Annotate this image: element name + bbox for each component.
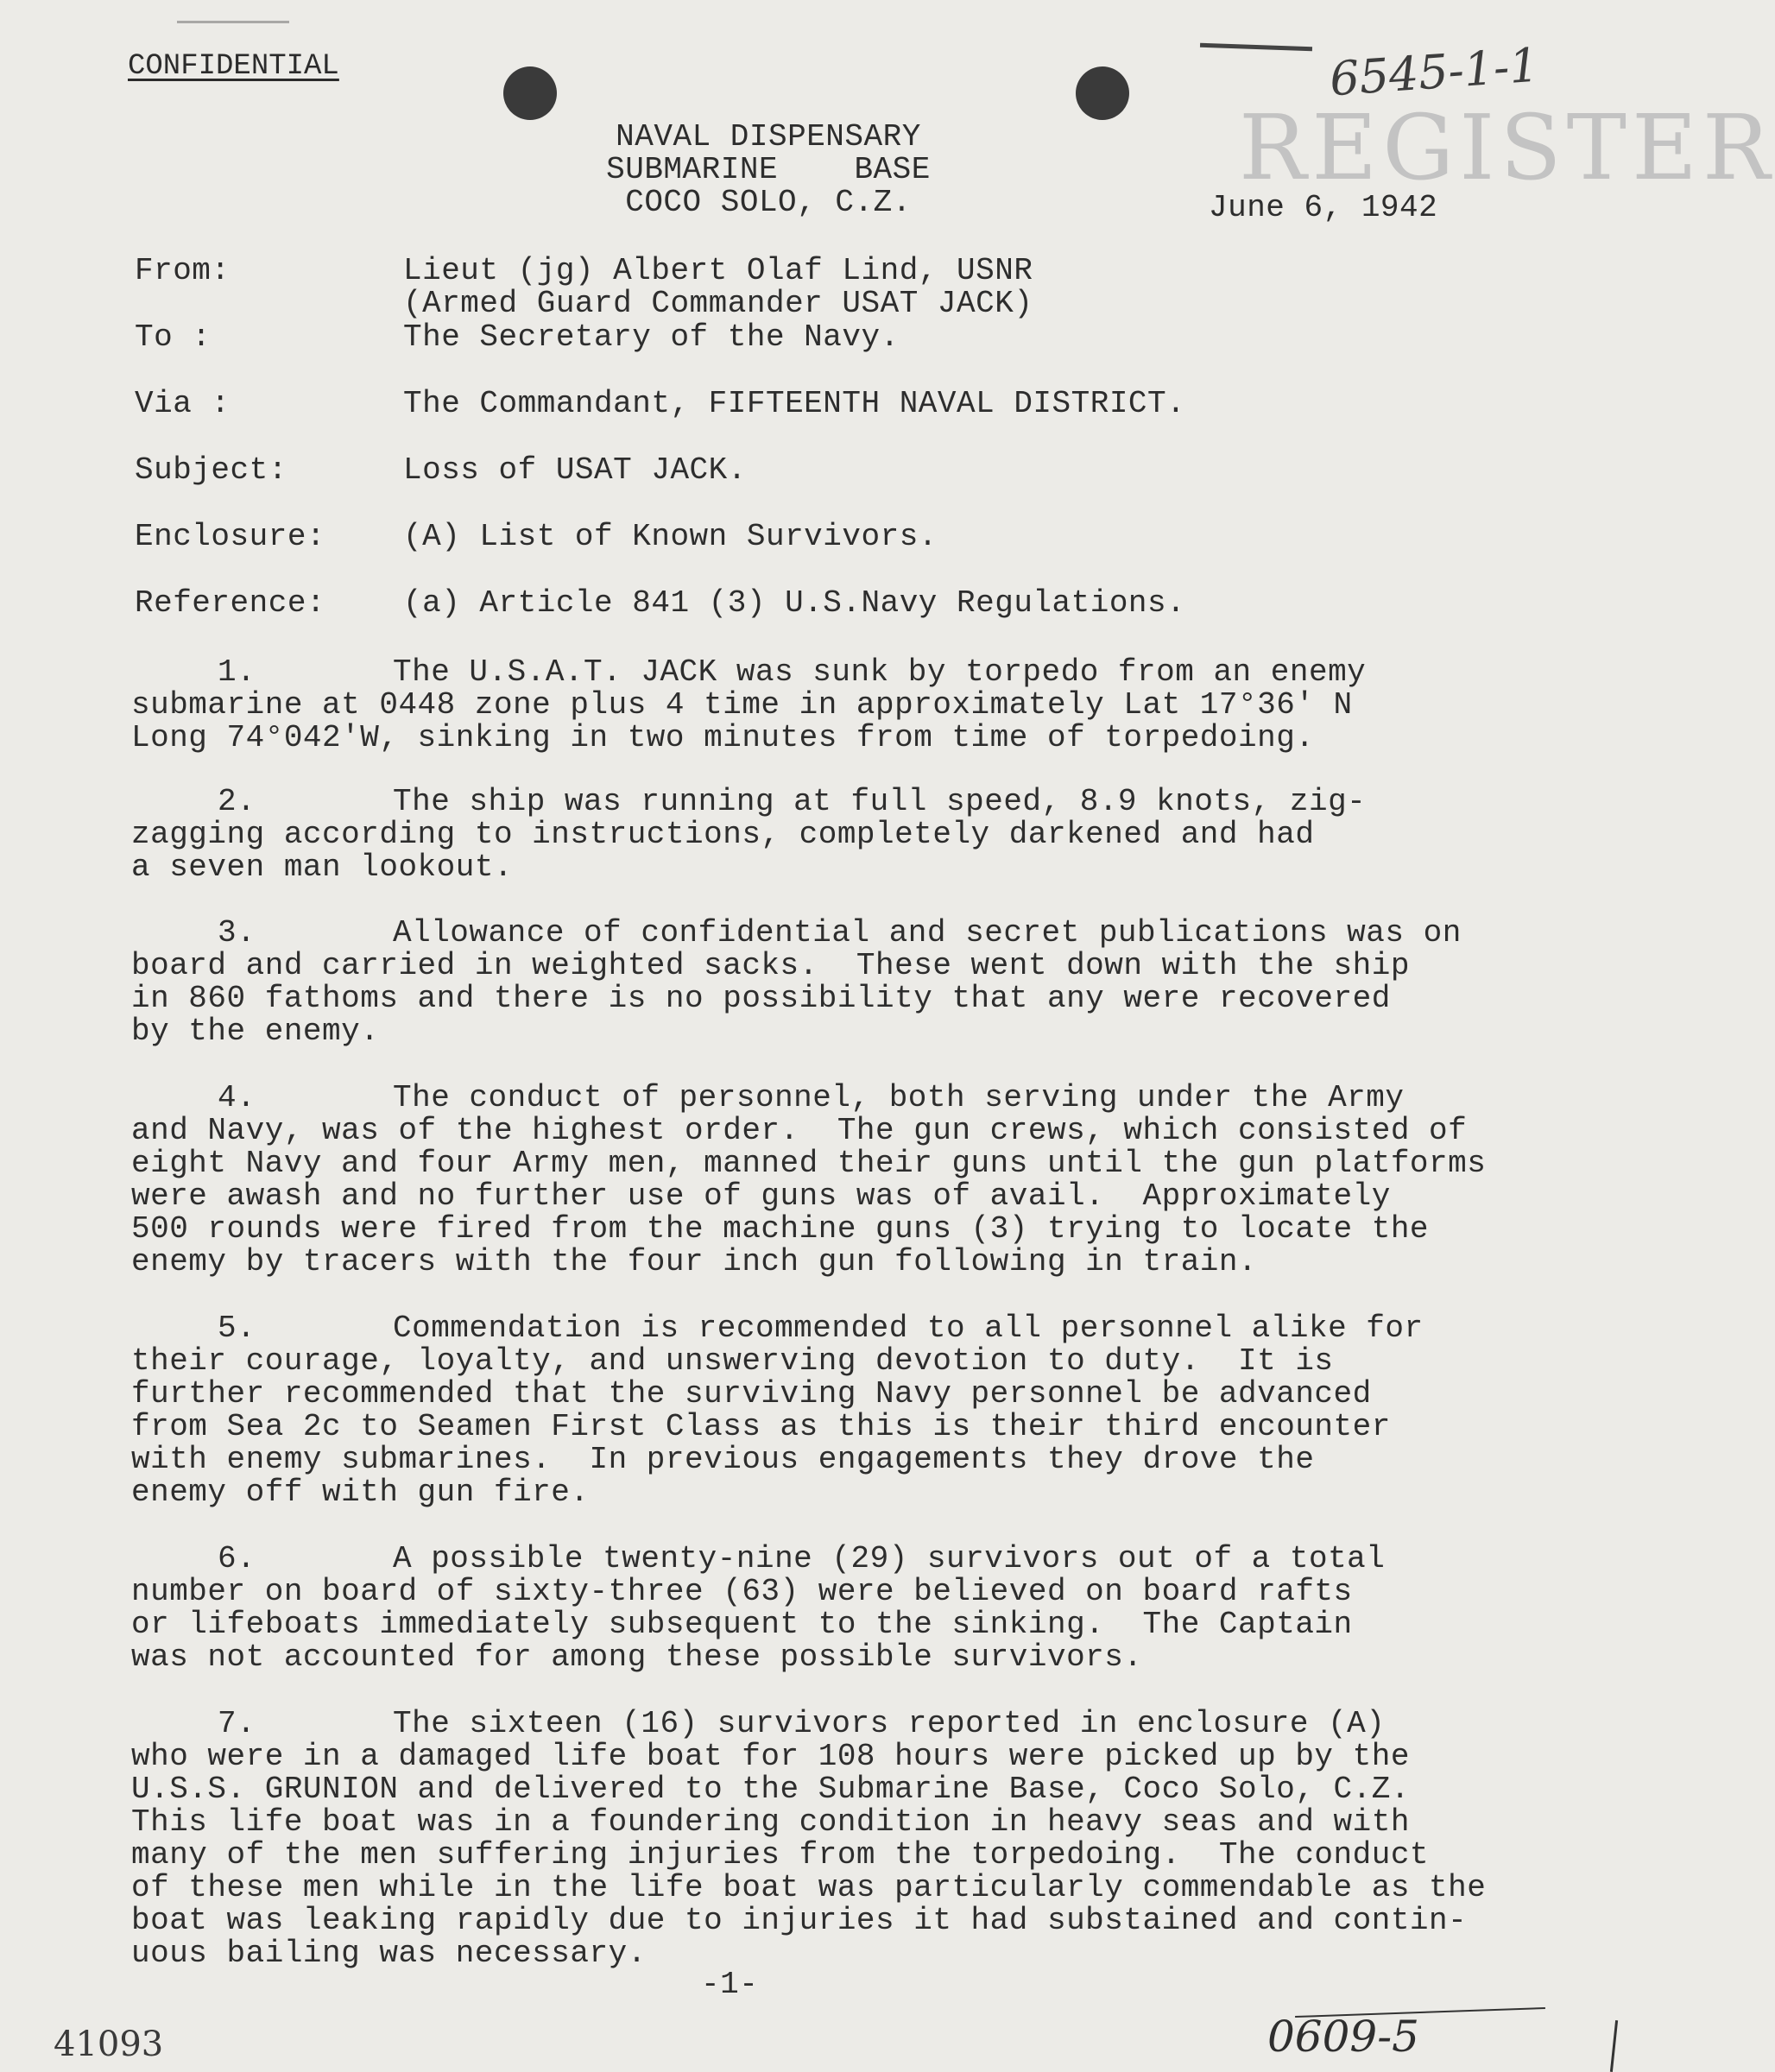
paragraph-line: Long 74°042'W, sinking in two minutes from time of torpedoing. <box>131 720 1315 755</box>
paragraph-line: enemy off with gun fire. <box>131 1475 590 1510</box>
paragraph-line <box>131 1543 1616 1576</box>
letterhead-line-3: COCO SOLO, C.Z. <box>625 185 912 220</box>
paragraph-line: with enemy submarines. In previous engagements they drove the <box>131 1442 1315 1477</box>
footer-pen-mark <box>1610 2020 1618 2072</box>
paragraph-line: submarine at 0448 zone plus 4 time in approximately Lat 17°36' N <box>131 687 1353 723</box>
header-value: (A) List of Known Survivors. <box>403 519 938 554</box>
paragraph-line: and Navy, was of the highest order. The gun crews, which consisted of <box>131 1113 1468 1148</box>
paragraph-number: 2. <box>218 784 256 819</box>
paragraph-text: A possible twenty-nine (29) survivors out of a total <box>393 1541 1386 1576</box>
paragraph-line <box>131 656 1616 689</box>
paragraph-line: from Sea 2c to Seamen First Class as this is their third encounter <box>131 1409 1391 1444</box>
letterhead <box>561 121 976 219</box>
paragraph-line <box>131 1312 1616 1345</box>
paragraph-line: in 860 fathoms and there is no possibility that any were recovered <box>131 981 1391 1016</box>
paragraph-number: 1. <box>218 654 256 690</box>
header-label: To : <box>135 319 212 355</box>
paragraph-line: who were in a damaged life boat for 108 hours were picked up by the <box>131 1739 1410 1774</box>
punch-hole-left <box>503 66 557 120</box>
paragraph-line <box>131 1082 1616 1115</box>
paragraph-text: Allowance of confidential and secret publications was on <box>393 915 1462 951</box>
header-value: Loss of USAT JACK. <box>403 452 747 488</box>
paragraph-number: 7. <box>218 1706 256 1741</box>
paragraph-line: number on board of sixty-three (63) were believed on board rafts <box>131 1574 1353 1609</box>
header-label: From: <box>135 253 231 288</box>
paragraph-number: 4. <box>218 1080 256 1115</box>
paragraph-text: The sixteen (16) survivors reported in enclosure (A) <box>393 1706 1386 1741</box>
page-number: -1- <box>701 1967 759 2002</box>
paragraph-5 <box>131 1312 1616 1509</box>
paragraph-number: 6. <box>218 1541 256 1576</box>
paragraph-line: board and carried in weighted sacks. These went down with the ship <box>131 948 1410 983</box>
header-value: Lieut (jg) Albert Olaf Lind, USNR (Armed Guard Commander USAT JACK) <box>403 253 1033 321</box>
punch-hole-right <box>1076 66 1129 120</box>
paragraph-line: boat was leaking rapidly due to injuries it had substained and contin- <box>131 1903 1468 1938</box>
paragraph-number: 5. <box>218 1311 256 1346</box>
header-value: The Commandant, FIFTEENTH NAVAL DISTRICT. <box>403 386 1186 421</box>
strikethrough-mark <box>1200 43 1312 52</box>
paragraph-line: by the enemy. <box>131 1014 380 1049</box>
register-stamp: REGISTER <box>1239 95 1775 200</box>
paragraph-line <box>131 1708 1616 1740</box>
paragraph-line: uous bailing was necessary. <box>131 1936 647 1971</box>
paragraph-line: of these men while in the life boat was particularly commendable as the <box>131 1870 1487 1905</box>
paragraph-line: was not accounted for among these possible survivors. <box>131 1639 1143 1675</box>
header-value: The Secretary of the Navy. <box>403 319 900 355</box>
paragraph-line: U.S.S. GRUNION and delivered to the Submarine Base, Coco Solo, C.Z. <box>131 1772 1410 1807</box>
paragraph-line: eight Navy and four Army men, manned their guns until the gun platforms <box>131 1146 1487 1181</box>
paragraph-line: 500 rounds were fired from the machine guns (3) trying to locate the <box>131 1211 1430 1247</box>
paragraph-line: a seven man lookout. <box>131 850 514 885</box>
paragraph-2 <box>131 786 1616 884</box>
paragraph-text: The U.S.A.T. JACK was sunk by torpedo from an enemy <box>393 654 1367 690</box>
header-label: Enclosure: <box>135 519 326 554</box>
paragraph-text: The conduct of personnel, both serving under the Army <box>393 1080 1405 1115</box>
paragraph-text: Commendation is recommended to all personnel alike for <box>393 1311 1424 1346</box>
header-label: Via : <box>135 386 231 421</box>
paragraph-7 <box>131 1708 1616 1970</box>
paragraph-line: their courage, loyalty, and unswerving devotion to duty. It is <box>131 1343 1334 1379</box>
paragraph-6 <box>131 1543 1616 1674</box>
paragraph-line: many of the men suffering injuries from the torpedoing. The conduct <box>131 1837 1430 1873</box>
footer-handwritten-number: 0609-5 <box>1267 2012 1419 2062</box>
paragraph-line: were awash and no further use of guns was of avail. Approximately <box>131 1178 1391 1214</box>
header-value: (a) Article 841 (3) U.S.Navy Regulations. <box>403 585 1186 621</box>
paragraph-number: 3. <box>218 915 256 951</box>
paragraph-text: The ship was running at full speed, 8.9 knots, zig- <box>393 784 1367 819</box>
classification-label: CONFIDENTIAL <box>128 50 339 83</box>
paragraph-line: enemy by tracers with the four inch gun following in train. <box>131 1244 1258 1279</box>
letter-date: June 6, 1942 <box>1209 190 1438 225</box>
paragraph-line: This life boat was in a foundering condition in heavy seas and with <box>131 1804 1410 1840</box>
header-label: Reference: <box>135 585 326 621</box>
paragraph-line <box>131 786 1616 818</box>
paragraph-line: further recommended that the surviving Navy personnel be advanced <box>131 1376 1372 1412</box>
paragraph-3 <box>131 917 1616 1048</box>
pencil-scribble <box>177 21 289 23</box>
letterhead-line-2: SUBMARINE BASE <box>606 152 931 187</box>
header-label: Subject: <box>135 452 287 488</box>
paragraph-4 <box>131 1082 1616 1279</box>
paragraph-line: zagging according to instructions, completely darkened and had <box>131 817 1315 852</box>
footer-file-number: 41093 <box>54 2025 164 2064</box>
paragraph-1 <box>131 656 1616 755</box>
handwritten-file-number: 6545-1-1 <box>1328 37 1541 107</box>
letterhead-line-1: NAVAL DISPENSARY <box>616 119 921 155</box>
paragraph-line <box>131 917 1616 950</box>
paragraph-line: or lifeboats immediately subsequent to the sinking. The Captain <box>131 1607 1353 1642</box>
